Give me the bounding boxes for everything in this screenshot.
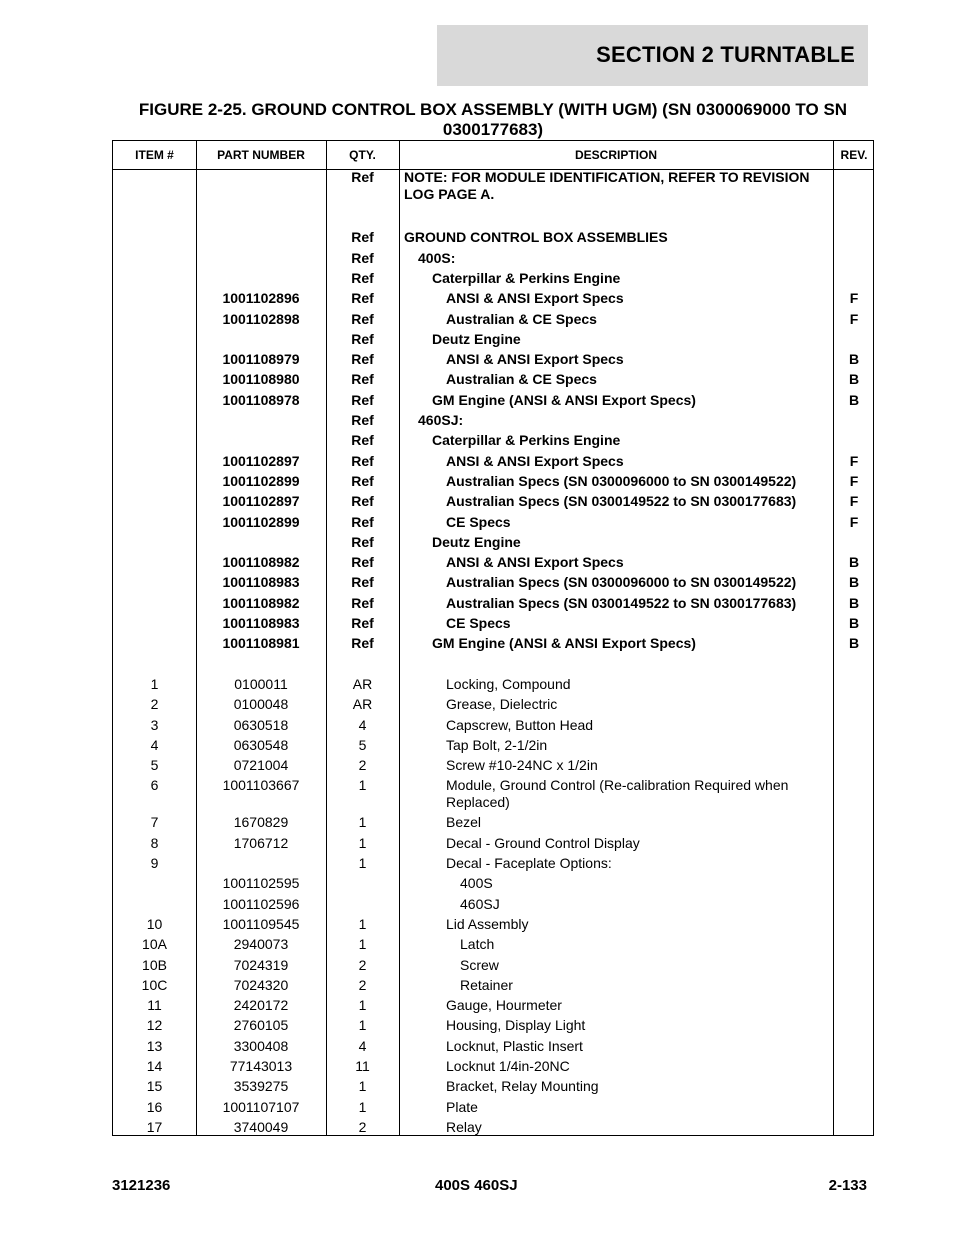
row-qty: AR <box>352 696 373 713</box>
column-header-rev: REV. <box>840 148 868 162</box>
parts-table <box>112 140 874 1136</box>
row-part-number: 2420172 <box>233 997 289 1014</box>
row-item-number: 2 <box>150 696 159 713</box>
row-description: ANSI & ANSI Export Specs <box>446 290 624 307</box>
row-part-number: 1001108981 <box>222 635 300 652</box>
row-qty: 11 <box>355 1058 370 1074</box>
column-header-qty: QTY. <box>349 148 376 162</box>
row-qty: Ref <box>351 351 374 368</box>
row-item-number: 10 <box>146 915 163 932</box>
figure-title: FIGURE 2-25. GROUND CONTROL BOX ASSEMBLY (WITH UGM) (SN 0300069000 TO SN 0300177683) <box>138 100 848 139</box>
row-qty: 5 <box>358 736 367 753</box>
row-part-number: 1001102595 <box>222 875 300 892</box>
row-description: Bracket, Relay Mounting <box>446 1078 599 1095</box>
row-description: Module, Ground Control (Re-calibration Required when Replaced) <box>446 777 789 811</box>
row-part-number: 1670829 <box>233 814 289 831</box>
row-description: CE Specs <box>446 615 511 631</box>
row-description: Australian Specs (SN 0300096000 to SN 0300149522) <box>446 472 797 489</box>
row-qty: Ref <box>351 330 374 347</box>
row-qty: Ref <box>351 533 374 550</box>
row-description: GM Engine (ANSI & ANSI Export Specs) <box>432 635 696 652</box>
row-description: Relay <box>446 1118 482 1135</box>
row-qty: 1 <box>358 1078 367 1095</box>
row-description: 400S <box>460 875 493 892</box>
row-qty: Ref <box>351 310 374 327</box>
row-description: Lid Assembly <box>446 915 529 932</box>
row-item-number: 4 <box>150 736 159 753</box>
row-rev: F <box>849 472 859 489</box>
row-description: Locknut 1/4in-20NC <box>446 1058 570 1074</box>
row-part-number: 0100048 <box>233 696 289 713</box>
row-qty: Ref <box>351 249 374 266</box>
row-item-number: 10B <box>142 956 167 973</box>
row-part-number: 1001109545 <box>222 915 300 932</box>
row-qty: Ref <box>351 574 374 591</box>
row-rev: B <box>848 574 860 591</box>
footer-page-number: 2-133 <box>828 1177 867 1194</box>
row-qty: 2 <box>358 956 367 973</box>
row-description: 460SJ <box>460 895 500 912</box>
row-qty: Ref <box>351 513 374 530</box>
row-qty: Ref <box>351 554 374 571</box>
column-header-part-number: PART NUMBER <box>217 148 305 162</box>
footer-model: 400S 460SJ <box>435 1177 518 1194</box>
row-item-number: 9 <box>150 855 159 871</box>
row-item-number: 16 <box>146 1098 163 1115</box>
row-qty: 1 <box>358 834 367 851</box>
row-qty: Ref <box>351 594 374 611</box>
row-part-number: 77143013 <box>229 1058 293 1074</box>
row-item-number: 5 <box>150 757 159 774</box>
row-description: Australian Specs (SN 0300149522 to SN 0300177683) <box>446 594 797 611</box>
row-rev: B <box>848 371 860 388</box>
row-part-number: 1001108982 <box>222 594 300 611</box>
row-part-number: 1001102896 <box>222 290 300 307</box>
row-description: 460SJ: <box>418 412 464 428</box>
row-item-number: 12 <box>146 1017 163 1034</box>
row-rev: B <box>848 554 860 571</box>
row-description: Australian & CE Specs <box>446 310 597 327</box>
section-title: SECTION 2 TURNTABLE <box>596 42 855 67</box>
row-description: Housing, Display Light <box>446 1017 586 1034</box>
row-item-number: 17 <box>146 1118 163 1135</box>
row-description: Decal - Faceplate Options: <box>446 855 612 871</box>
row-qty: Ref <box>351 229 374 246</box>
row-part-number: 1001102596 <box>222 895 300 912</box>
row-description: Australian Specs (SN 0300149522 to SN 0300177683) <box>446 493 797 510</box>
row-rev: B <box>848 391 860 408</box>
row-rev: B <box>848 351 860 368</box>
row-part-number: 2940073 <box>233 936 289 953</box>
row-qty: Ref <box>351 432 374 449</box>
footer-doc-number: 3121236 <box>112 1177 171 1194</box>
row-item-number: 13 <box>146 1037 163 1054</box>
row-qty: 1 <box>358 997 367 1014</box>
row-qty: 2 <box>358 1118 367 1135</box>
row-item-number: 8 <box>150 834 159 851</box>
row-description: Locking, Compound <box>446 675 571 692</box>
row-qty: 1 <box>358 936 367 953</box>
row-qty: 4 <box>358 716 367 733</box>
row-item-number: 15 <box>146 1078 163 1095</box>
row-description: 400S: <box>418 249 456 266</box>
column-divider <box>399 141 400 1135</box>
row-qty: Ref <box>351 269 374 286</box>
row-qty: 1 <box>358 915 367 932</box>
row-qty: 1 <box>358 777 367 794</box>
row-part-number: 1001108982 <box>222 554 300 571</box>
row-part-number: 7024320 <box>233 976 289 993</box>
row-description: Capscrew, Button Head <box>446 716 594 733</box>
row-part-number: 1001107107 <box>222 1098 300 1115</box>
row-qty: 1 <box>358 1098 367 1115</box>
row-description: Locknut, Plastic Insert <box>446 1037 583 1054</box>
row-description: Tap Bolt, 2-1/2in <box>446 736 548 753</box>
column-header-item: ITEM # <box>135 148 174 162</box>
row-description: CE Specs <box>446 513 511 530</box>
row-item-number: 7 <box>150 814 159 831</box>
row-part-number: 3300408 <box>233 1037 289 1054</box>
row-part-number: 1001102899 <box>222 472 300 489</box>
row-part-number: 1001108983 <box>222 615 300 631</box>
row-item-number: 3 <box>150 716 159 733</box>
row-item-number: 11 <box>147 997 162 1014</box>
row-description: Bezel <box>446 814 482 831</box>
row-description: Deutz Engine <box>432 533 521 550</box>
row-description: Screw <box>460 956 499 973</box>
row-part-number: 1001102897 <box>222 493 300 510</box>
row-qty: Ref <box>351 472 374 489</box>
row-part-number: 1001108983 <box>222 574 300 591</box>
row-description: Plate <box>446 1098 478 1115</box>
row-part-number: 1001108979 <box>222 351 300 368</box>
row-part-number: 1001102897 <box>222 452 300 469</box>
row-item-number: 1 <box>150 675 159 692</box>
row-description: Australian & CE Specs <box>446 371 597 388</box>
row-part-number: 3539275 <box>233 1078 289 1095</box>
row-description: Gauge, Hourmeter <box>446 997 562 1014</box>
row-qty: AR <box>352 675 373 692</box>
row-rev: F <box>849 513 859 530</box>
row-rev: B <box>848 594 860 611</box>
row-part-number: 2760105 <box>233 1017 289 1034</box>
row-qty: 2 <box>358 976 367 993</box>
row-description: Australian Specs (SN 0300096000 to SN 0300149522) <box>446 574 797 591</box>
row-qty: Ref <box>351 371 374 388</box>
row-part-number: 1001108980 <box>222 371 300 388</box>
row-qty: 1 <box>358 1017 367 1034</box>
row-qty: 2 <box>358 757 367 774</box>
row-part-number: 3740049 <box>233 1118 289 1135</box>
row-part-number: 1001102898 <box>222 310 300 327</box>
row-description: Screw #10-24NC x 1/2in <box>446 757 598 774</box>
row-part-number: 1001102899 <box>222 513 300 530</box>
row-part-number: 0630548 <box>233 736 289 753</box>
row-part-number: 7024319 <box>233 956 289 973</box>
row-description: ANSI & ANSI Export Specs <box>446 351 624 368</box>
row-qty: Ref <box>351 493 374 510</box>
row-item-number: 10C <box>141 976 168 993</box>
row-description: Caterpillar & Perkins Engine <box>432 432 621 449</box>
row-rev: B <box>848 635 860 652</box>
row-description: ANSI & ANSI Export Specs <box>446 554 624 571</box>
row-qty: Ref <box>351 615 374 631</box>
row-description: GM Engine (ANSI & ANSI Export Specs) <box>432 391 696 408</box>
column-header-description: DESCRIPTION <box>574 148 657 162</box>
row-description: Decal - Ground Control Display <box>446 834 640 851</box>
row-item-number: 10A <box>142 936 167 953</box>
row-item-number: 14 <box>146 1058 163 1074</box>
row-qty: Ref <box>351 412 374 428</box>
row-rev: B <box>848 615 860 631</box>
row-rev: F <box>849 493 859 510</box>
section-header <box>437 25 868 86</box>
row-qty: Ref <box>351 452 374 469</box>
row-description: NOTE: FOR MODULE IDENTIFICATION, REFER TO REVISION LOG PAGE A. <box>404 169 810 202</box>
row-part-number: 1001108978 <box>222 391 300 408</box>
row-part-number: 1001103667 <box>222 777 300 794</box>
row-qty: 1 <box>358 855 367 871</box>
row-qty: 4 <box>358 1037 367 1054</box>
row-rev: F <box>849 290 859 307</box>
row-description: Grease, Dielectric <box>446 696 558 713</box>
row-rev: F <box>849 310 859 327</box>
row-part-number: 0721004 <box>233 757 289 774</box>
row-qty: Ref <box>351 169 374 185</box>
row-item-number: 6 <box>150 777 159 794</box>
row-qty: 1 <box>358 814 367 831</box>
row-part-number: 0630518 <box>233 716 289 733</box>
row-qty: Ref <box>351 391 374 408</box>
row-qty: Ref <box>351 290 374 307</box>
row-description: ANSI & ANSI Export Specs <box>446 452 624 469</box>
row-part-number: 1706712 <box>233 834 289 851</box>
row-description: Caterpillar & Perkins Engine <box>432 269 621 286</box>
row-rev: F <box>849 452 859 469</box>
row-description: Deutz Engine <box>432 330 521 347</box>
row-description: Latch <box>460 936 495 953</box>
row-part-number: 0100011 <box>234 675 288 692</box>
row-description: Retainer <box>460 976 513 993</box>
row-qty: Ref <box>351 635 374 652</box>
row-description: GROUND CONTROL BOX ASSEMBLIES <box>404 229 668 246</box>
